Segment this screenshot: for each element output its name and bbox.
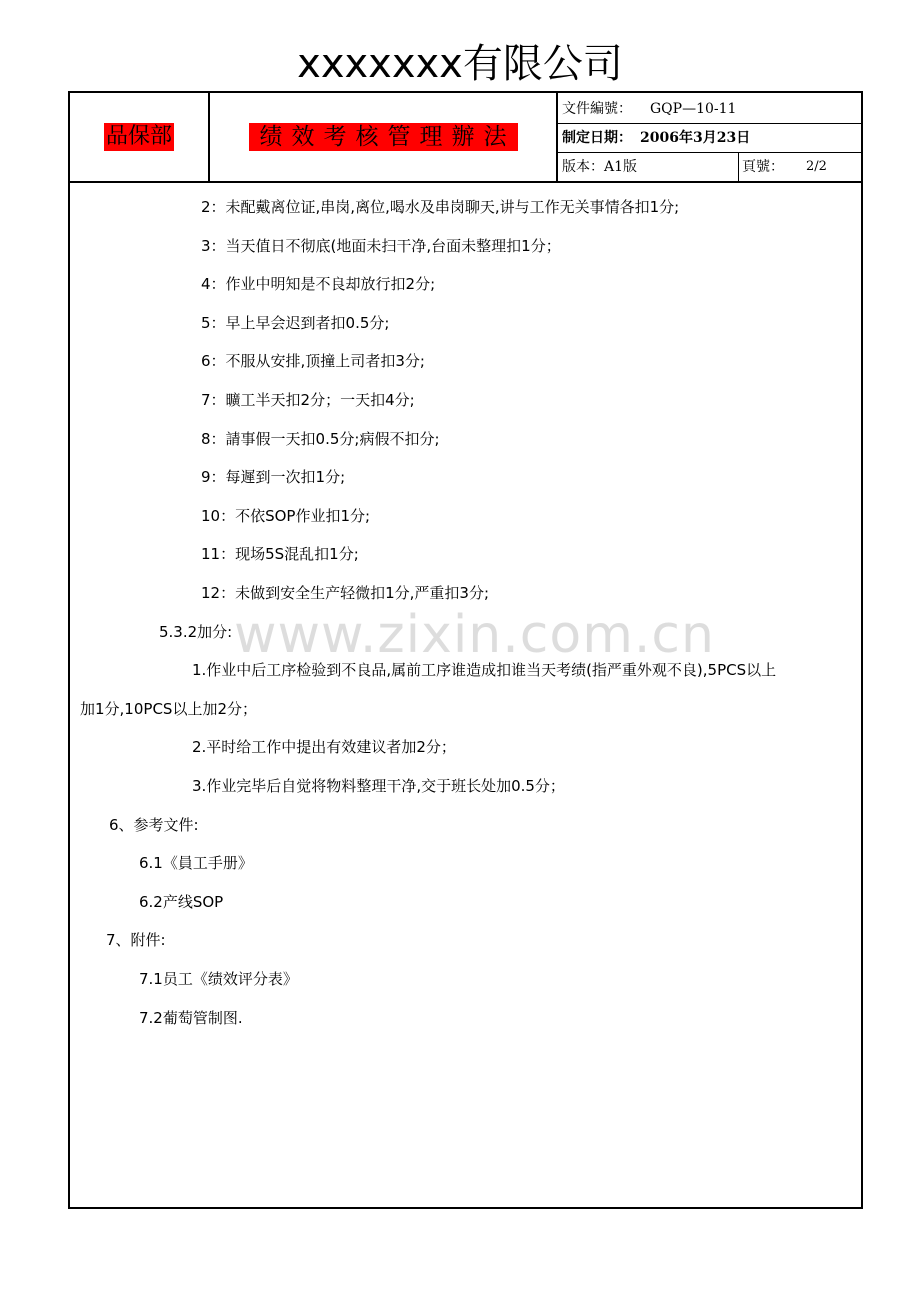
title-cell: [210, 93, 558, 181]
bonus-item-3: 3.作业完毕后自觉将物料整理干净,交于班长处加0.5分；: [192, 777, 565, 795]
version-label: 版本：: [562, 159, 604, 175]
references-heading: 6、参考文件:: [109, 816, 199, 834]
attachments-heading: 7、附件:: [106, 931, 166, 949]
doc-number-label: 文件編號：: [562, 101, 632, 117]
bonus-item-1-line-2: 加1分,10PCS以上加2分；: [80, 700, 257, 718]
page-value: 2/2: [806, 159, 827, 174]
date-value: 2006年3月23日: [640, 130, 751, 146]
document-header: [70, 93, 861, 183]
department-label: 品保部: [105, 124, 172, 149]
deduction-item: 6：不服从安排,顶撞上司者扣3分;: [201, 352, 425, 370]
version-value: A1版: [604, 159, 638, 175]
bonus-item-1-line-1: 1.作业中后工序检验到不良品,属前工序谁造成扣谁当天考绩(指严重外观不良),5PCS以上: [192, 661, 777, 679]
document-meta: [558, 93, 861, 181]
deduction-item: 12：未做到安全生产轻微扣1分,严重扣3分;: [201, 584, 489, 602]
doc-number-row: [558, 95, 861, 124]
deduction-item: 8：請事假一天扣0.5分;病假不扣分;: [201, 430, 440, 448]
attachment-item: 7.2葡萄管制图.: [139, 1009, 243, 1027]
page-label: 頁號：: [742, 159, 784, 175]
bonus-item-2: 2.平时给工作中提出有效建议者加2分；: [192, 738, 456, 756]
reference-item: 6.1《員工手册》: [139, 854, 253, 872]
deduction-item: 2：未配戴离位证,串岗,离位,喝水及串岗聊天,讲与工作无关事情各扣1分;: [201, 198, 680, 216]
document-title: 绩效考核管理辦法: [249, 123, 518, 151]
deduction-item: 10：不依SOP作业扣1分;: [201, 507, 371, 525]
page-divider: [738, 153, 739, 181]
attachment-item: 7.1员工《绩效评分表》: [139, 970, 298, 988]
bonus-heading: 5.3.2加分:: [159, 623, 233, 641]
company-name: xxxxxxx有限公司: [297, 41, 623, 87]
deduction-item: 11：现场5S混乱扣1分;: [201, 545, 359, 563]
doc-number-value: GQP—10-11: [650, 101, 737, 117]
deduction-item: 5：早上早会迟到者扣0.5分;: [201, 314, 390, 332]
deduction-item: 4：作业中明知是不良却放行扣2分;: [201, 275, 436, 293]
deduction-item: 9：每遲到一次扣1分;: [201, 468, 346, 486]
reference-item: 6.2产线SOP: [139, 893, 224, 911]
date-label: 制定日期：: [562, 130, 632, 146]
department-cell: [70, 93, 210, 181]
date-row: [558, 124, 861, 153]
version-row: [558, 153, 861, 181]
deduction-item: 3：当天值日不彻底(地面未扫干净,台面未整理扣1分；: [201, 237, 561, 255]
watermark: www.zixin.com.cn: [234, 605, 715, 665]
deduction-item: 7：曠工半天扣2分；一天扣4分;: [201, 391, 415, 409]
